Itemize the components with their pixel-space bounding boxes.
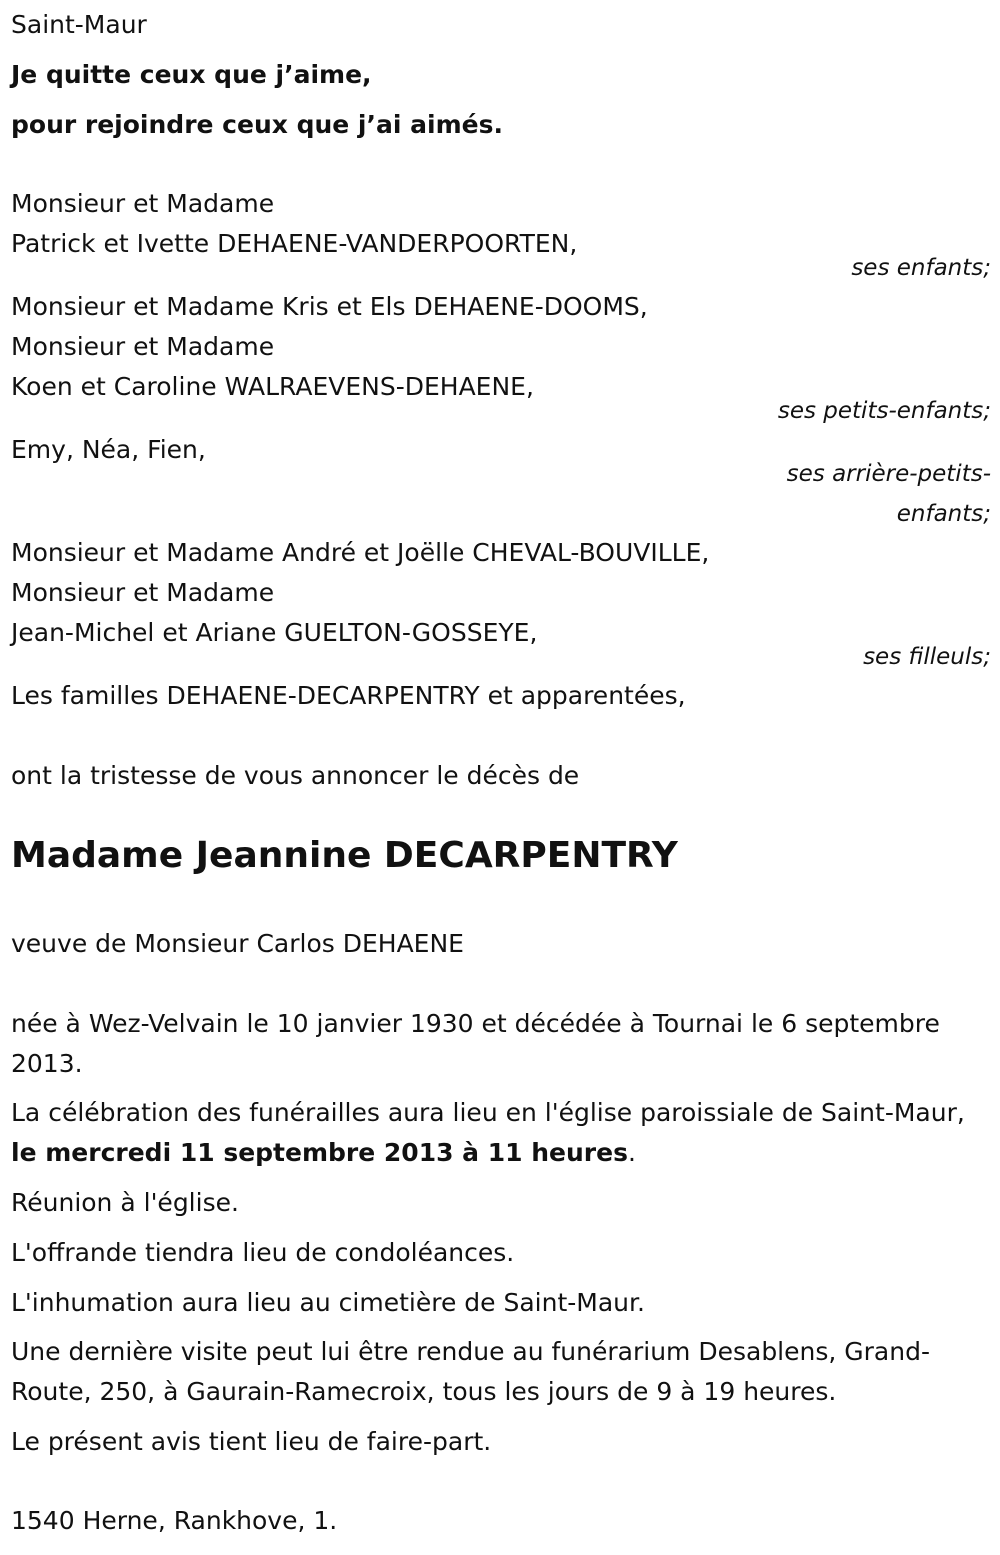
place-heading: Saint-Maur <box>11 10 147 39</box>
ceremony-suffix: . <box>627 1138 636 1167</box>
widow-of-line: veuve de Monsieur Carlos DEHAENE <box>11 929 464 958</box>
families-line: Les familles DEHAENE-DECARPENTRY et apparentées, <box>11 681 686 710</box>
ceremony-paragraph <box>11 1093 991 1173</box>
godchildren-role: ses filleuls; <box>863 644 991 670</box>
godchildren-line-3: Jean-Michel et Ariane GUELTON-GOSSEYE, <box>11 618 538 647</box>
ceremony-prefix: La célébration des funérailles aura lieu en l'église paroissiale de Saint-Maur, <box>11 1098 965 1127</box>
obituary-notice <box>11 0 991 1555</box>
ceremony-date: le mercredi 11 septembre 2013 à 11 heures <box>11 1138 628 1167</box>
godchildren-line-1: Monsieur et Madame André et Joëlle CHEVAL-BOUVILLE, <box>11 538 710 567</box>
grandchildren-line-3: Koen et Caroline WALRAEVENS-DEHAENE, <box>11 372 534 401</box>
notice-line: Le présent avis tient lieu de faire-part. <box>11 1427 492 1456</box>
visit-paragraph: Une dernière visite peut lui être rendue au funérarium Desablens, Grand-Route, 250, à Gaurain-Ramecroix, tous les jours de 9 à 19 heures. <box>11 1337 930 1406</box>
epitaph-line-2: pour rejoindre ceux que j’ai aimés. <box>11 110 503 139</box>
children-line-1: Monsieur et Madame <box>11 189 275 218</box>
grandchildren-line-2: Monsieur et Madame <box>11 332 275 361</box>
grandchildren-line-1: Monsieur et Madame Kris et Els DEHAENE-DOOMS, <box>11 292 648 321</box>
godchildren-line-2: Monsieur et Madame <box>11 578 275 607</box>
great-grandchildren-role-2: enfants; <box>896 501 991 527</box>
grandchildren-role: ses petits-enfants; <box>777 398 991 424</box>
offering-line: L'offrande tiendra lieu de condoléances. <box>11 1238 515 1267</box>
epitaph-line-1: Je quitte ceux que j’aime, <box>11 60 372 89</box>
great-grandchildren-line: Emy, Néa, Fien, <box>11 435 206 464</box>
great-grandchildren-role-1: ses arrière-petits- <box>786 461 991 487</box>
announcement-line: ont la tristesse de vous annoncer le décès de <box>11 761 580 790</box>
deceased-name: Madame Jeannine DECARPENTRY <box>11 835 678 876</box>
burial-line: L'inhumation aura lieu au cimetière de Saint-Maur. <box>11 1288 645 1317</box>
meeting-line: Réunion à l'église. <box>11 1188 239 1217</box>
birth-death-paragraph: née à Wez-Velvain le 10 janvier 1930 et décédée à Tournai le 6 septembre 2013. <box>11 1009 940 1078</box>
children-role: ses enfants; <box>851 255 991 281</box>
address-line: 1540 Herne, Rankhove, 1. <box>11 1506 338 1535</box>
children-line-2: Patrick et Ivette DEHAENE-VANDERPOORTEN, <box>11 229 578 258</box>
